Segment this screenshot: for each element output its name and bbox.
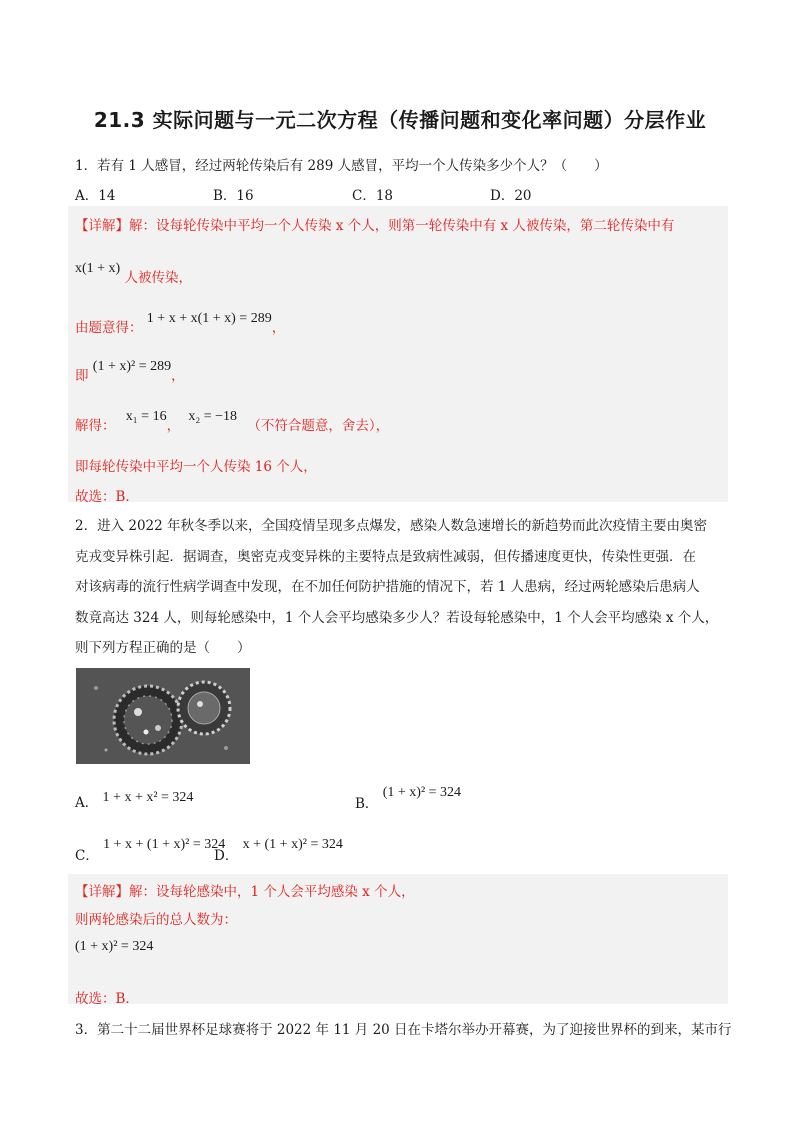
q1-sol-line5: 解得： x₁ = 16， x₂ = −18 （不符合题意，舍去）， — [75, 409, 390, 434]
q1-sol-equation: 1 + x + x(1 + x) = 289 — [146, 311, 272, 326]
q1-sol-label: 由题意得： — [75, 320, 143, 336]
q2-option-d-expr: x + (1 + x)² = 324 — [242, 837, 343, 852]
q2-sol-line1: 【详解】解：设每轮感染中，1 个人会平均感染 x 个人， — [75, 884, 415, 900]
q2-option-d-label: D． — [214, 848, 239, 864]
q1-option-b: B．16 — [213, 188, 254, 204]
q1-sol-label2: 即 — [75, 368, 89, 384]
q1-sol-line6: 即每轮传染中平均一个人传染 16 个人， — [75, 459, 317, 475]
q2-option-b-label: B． — [355, 796, 379, 812]
q2-option-a-expr: 1 + x + x² = 324 — [102, 790, 194, 805]
q2-option-c-expr: 1 + x + (1 + x)² = 324 — [103, 837, 226, 852]
q1-sol-line4: 即 (1 + x)² = 289， — [75, 359, 185, 384]
q2-sol-line2: 则两轮感染后的总人数为： — [75, 912, 237, 928]
q2-sol-line3 — [75, 938, 153, 955]
q2-sol-answer: 故选：B． — [75, 991, 139, 1007]
q1-sol-label3: 解得： — [75, 418, 116, 434]
q2-line4: 数竟高达 324 人，则每轮感染中，1 个人会平均感染多少人？若设每轮感染中，1 个人会平均感染 x 个人， — [75, 610, 719, 626]
q2-option-c-label: C． — [75, 848, 99, 864]
q1-option-d: D．20 — [490, 188, 532, 204]
q2-option-d — [214, 832, 343, 864]
q1-option-a: A．14 — [75, 188, 116, 204]
q1-sol-x1: x₁ = 16 — [125, 409, 167, 424]
q2-line3: 对该病毒的流行性病学调查中发现，在不加任何防护措施的情况下，若 1 人患病，经过两轮感染后患病人 — [75, 579, 700, 595]
q1-sol-note: （不符合题意，舍去）， — [247, 418, 390, 434]
q2-option-b — [355, 780, 462, 812]
q1-sol-answer: 故选：B． — [75, 489, 139, 505]
q1-sol-line2 — [75, 256, 193, 286]
virus-photo — [76, 668, 250, 764]
q1-sol-line3: 由题意得： 1 + x + x(1 + x) = 289， — [75, 311, 286, 336]
q2-line2: 克戎变异株引起．据调查，奥密克戎变异株的主要特点是致病性减弱，但传播速度更快，传染性更强．在 — [75, 549, 696, 565]
q1-sol-x2: x₂ = −18 — [188, 409, 238, 424]
q1-stem: 1．若有 1 人感冒，经过两轮传染后有 289 人感冒，平均一个人传染多少个人？（ ） — [75, 158, 608, 174]
q1-sol-equation2: (1 + x)² = 289 — [92, 359, 172, 374]
q2-line5: 则下列方程正确的是（ ） — [75, 640, 251, 656]
q2-line1: 2．进入 2022 年秋冬季以来，全国疫情呈现多点爆发，感染人数急速增长的新趋势而此次疫情主要由奥密 — [75, 518, 708, 534]
q1-sol-text: 人被传染， — [124, 270, 193, 286]
q3-line1: 3．第二十二届世界杯足球赛将于 2022 年 11 月 20 日在卡塔尔举办开幕赛，为了迎接世界杯的到来，某市行 — [75, 1022, 732, 1038]
q2-option-a-label: A． — [75, 795, 99, 811]
q1-option-c: C．18 — [352, 188, 394, 204]
q1-sol-line1: 【详解】解：设每轮传染中平均一个人传染 x 个人，则第一轮传染中有 x 人被传染，第二轮传染中有 — [75, 218, 675, 234]
q2-option-c — [75, 832, 226, 864]
q2-sol-equation: (1 + x)² = 324 — [75, 939, 154, 954]
page-title: 21.3 实际问题与一元二次方程（传播问题和变化率问题）分层作业 — [93, 108, 707, 132]
q2-option-a — [75, 785, 194, 811]
q1-sol-expr: x(1 + x) — [75, 261, 121, 276]
q2-option-b-expr: (1 + x)² = 324 — [382, 785, 462, 800]
